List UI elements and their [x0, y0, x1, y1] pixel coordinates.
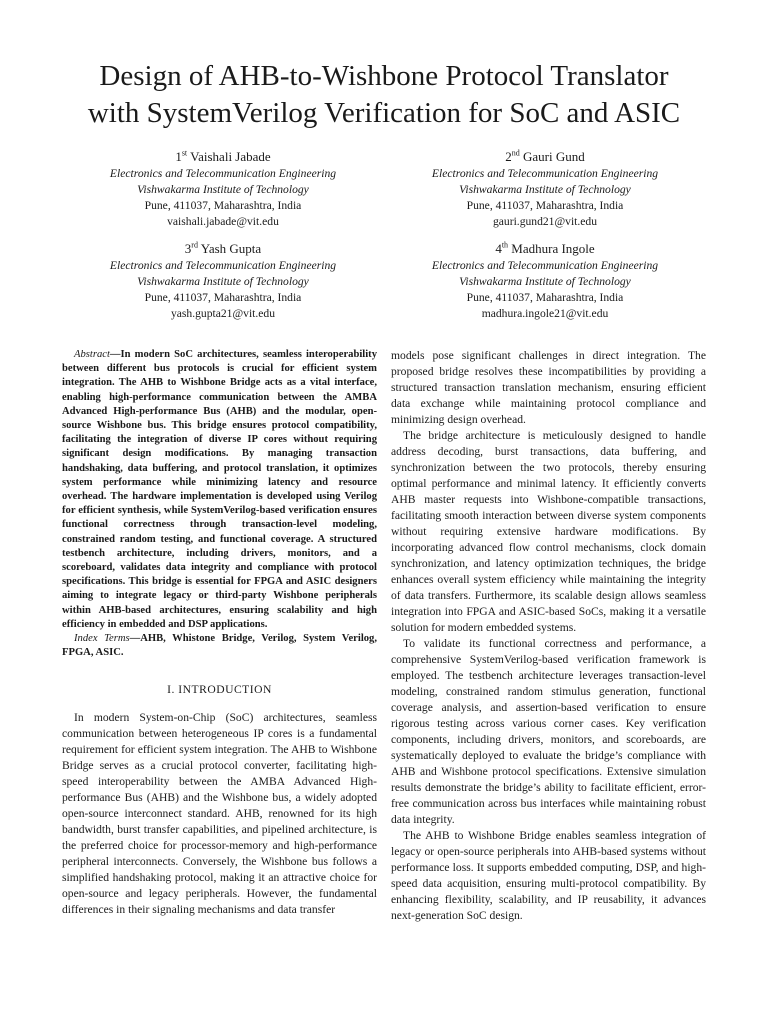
author-name: 1st Vaishali Jabade: [175, 148, 271, 164]
author-2: [384, 148, 706, 230]
author-address: Pune, 411037, Maharashtra, India: [466, 199, 624, 212]
author-block: [62, 148, 706, 322]
two-column-body: [62, 348, 706, 924]
author-address: Pune, 411037, Maharashtra, India: [144, 291, 302, 304]
abstract: [62, 348, 377, 632]
author-3: [62, 240, 384, 322]
title-line-1: Design of AHB-to-Wishbone Protocol Translator: [99, 60, 669, 92]
intro-paragraph-2: The bridge architecture is meticulously designed to handle address decoding, burst transactions, data buffering, and synchronization between the two protocols, thereby ensuring optimal performance and minimal latency. It efficiently converts AHB master requests into Wishbone-compatible transactions, facilitating smooth interaction between diverse system components without requiring extensive hardware modifications. By incorporating advanced flow control mechanisms, clock domain synchronization, and latency optimization techniques, the bridge enhances overall system efficiency while maintaining the integrity of data transfers. Furthermore, its scalable design allows seamless integration into FPGA and ASIC-based SoCs, making it a versatile solution for modern embedded systems.: [391, 429, 706, 634]
intro-paragraph-4: The AHB to Wishbone Bridge enables seamless integration of legacy or open-source peripherals into AHB-based systems without performance loss. It supports embedded computing, DSP, and high-speed data acquisition, ensuring multi-protocol compatibility. By enhancing flexibility, scalability, and IP reusability, it advances next-generation SoC design.: [391, 829, 706, 922]
intro-paragraph-1: In modern System-on-Chip (SoC) architectures, seamless communication between heterogeneous IP cores is a fundamental requirement for efficient system integration. The AHB to Wishbone Bridge serves as a crucial protocol converter, facilitating high-speed interoperability between the AMBA Advanced High-performance Bus (AHB) and the Wishbone bus, a widely adopted open-source interconnect standard. AHB, renowned for its high bandwidth, burst transfer capabilities, and pipelined architecture, is the preferred choice for processor-memory and high-performance peripheral interconnects. Conversely, the Wishbone bus follows a simplified handshaking protocol, making it an attractive choice for open-source and legacy peripherals. However, the fundamental differences in their signaling mechanisms and data transfer: [62, 711, 377, 917]
author-institute: Vishwakarma Institute of Technology: [459, 183, 631, 196]
title-line-2: with SystemVerilog Verification for SoC and ASIC: [87, 97, 681, 129]
author-department: Electronics and Telecommunication Engineering: [109, 259, 337, 272]
author-institute: Vishwakarma Institute of Technology: [137, 275, 309, 288]
author-department: Electronics and Telecommunication Engineering: [431, 259, 659, 272]
right-column: [391, 348, 706, 924]
author-name: 3rd Yash Gupta: [184, 240, 262, 256]
index-terms-label: Index Terms: [74, 633, 130, 645]
index-terms-text: —AHB, Whistone Bridge, Verilog, System Verilog, FPGA, ASIC.: [62, 633, 378, 659]
author-address: Pune, 411037, Maharashtra, India: [144, 199, 302, 212]
author-department: Electronics and Telecommunication Engineering: [431, 167, 659, 180]
section-heading: I. INTRODUCTION: [167, 683, 272, 697]
abstract-text: —In modern SoC architectures, seamless interoperability between different bus protocols is crucial for efficient system integration. The AHB to Wishbone Bridge acts as a vital interface, enabling high-performance communication between the AMBA Advanced High-performance Bus (AHB) and the modular, open-source Wishbone bus. This bridge ensures protocol compatibility, facilitating the integration of diverse IP cores without requiring significant design modifications. By managing transaction handshaking, data buffering, and protocol translation, it optimizes system performance while minimizing latency and resource overhead. The hardware implementation is developed using Verilog for efficient synthesis, while SystemVerilog-based verification ensures functional correctness through transaction-level modeling, constrained random testing, and functional coverage. A structured testbench architecture, including drivers, monitors, and a scoreboard, validates data integrity and compliance with protocol specifications. This bridge is essential for FPGA and ASIC designers aiming to integrate legacy or third-party Wishbone peripherals within AHB-based architectures, ensuring scalability and high efficiency in embedded and DSP applications.: [62, 349, 377, 630]
author-email: madhura.ingole21@vit.edu: [481, 307, 609, 320]
author-name: 2nd Gauri Gund: [505, 148, 585, 164]
author-email: vaishali.jabade@vit.edu: [167, 215, 279, 228]
author-address: Pune, 411037, Maharashtra, India: [466, 291, 624, 304]
intro-paragraph-3: To validate its functional correctness and performance, a comprehensive SystemVerilog-based verification framework is employed. The testbench architecture leverages transaction-level modeling, constrained random stimulus generation, functional coverage analysis, and assertion-based verification to ensure rigorous testing across various corner cases. Key verification components, including drivers, monitors, and scoreboards, are systematically deployed to evaluate the bridge’s compliance with AHB and Wishbone protocol specifications. Extensive simulation results demonstrate the bridge’s ability to facilitate efficient, error-free communication across bus interfaces while maintaining robust data integrity.: [391, 637, 706, 826]
author-department: Electronics and Telecommunication Engineering: [109, 167, 337, 180]
intro-paragraph-continued: models pose significant challenges in direct integration. The proposed bridge resolves these incompatibilities by providing a structured transaction translation mechanism, ensuring efficient data exchange while maintaining protocol compliance and minimizing design overhead.: [391, 349, 706, 426]
author-email: gauri.gund21@vit.edu: [492, 215, 598, 228]
left-column: [62, 348, 377, 924]
abstract-label: Abstract: [74, 349, 110, 360]
author-email: yash.gupta21@vit.edu: [170, 307, 276, 320]
index-terms: [62, 632, 377, 660]
author-institute: Vishwakarma Institute of Technology: [137, 183, 309, 196]
author-1: [62, 148, 384, 230]
author-4: [384, 240, 706, 322]
author-institute: Vishwakarma Institute of Technology: [459, 275, 631, 288]
author-name: 4th Madhura Ingole: [495, 240, 595, 256]
paper-title: [62, 58, 706, 132]
